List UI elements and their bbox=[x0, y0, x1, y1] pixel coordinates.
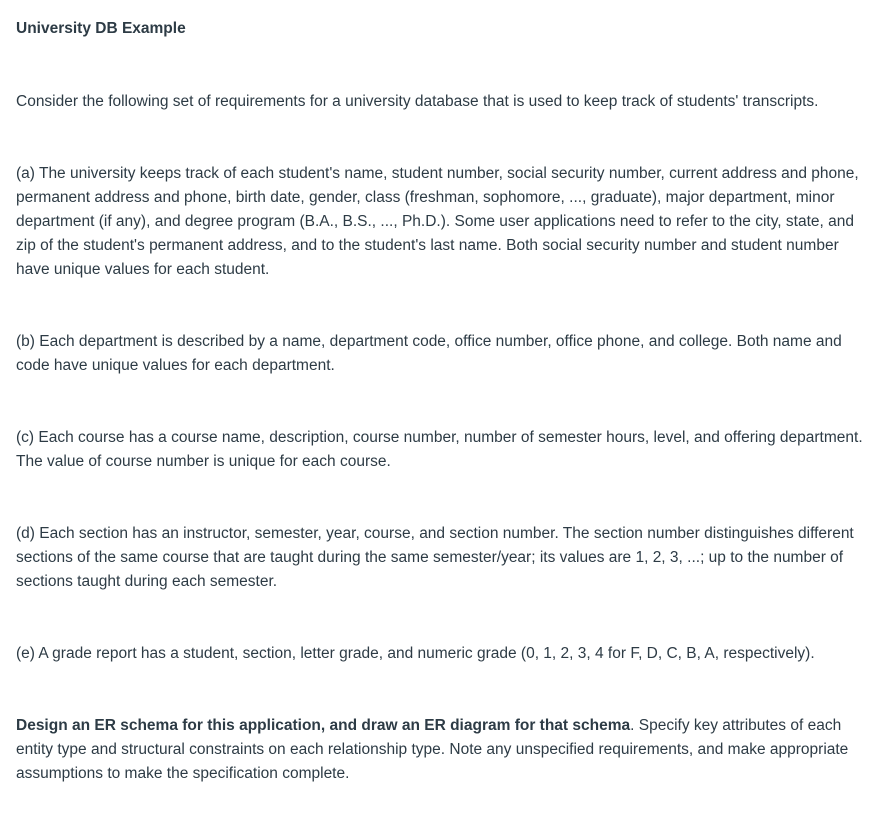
requirement-b: (b) Each department is described by a name, department code, office number, office phone, and college. Both name and code have unique values for each department. bbox=[16, 333, 842, 374]
requirement-a: (a) The university keeps track of each student's name, student number, social security number, current address and phone, permanent address and phone, birth date, gender, class (freshman, sophomore, ..., graduate), major department, minor department (if any), and degree program (B.A., B.S., ..., Ph.D.). Some user applications need to refer to the city, state, and zip of the student's permanent address, and to the student's last name. Both social security number and student number have unique values for each student. bbox=[16, 165, 859, 278]
task-paragraph bbox=[16, 714, 864, 786]
intro-paragraph: Consider the following set of requirements for a university database that is used to keep track of students' transcripts. bbox=[16, 93, 819, 110]
requirement-c: (c) Each course has a course name, description, course number, number of semester hours, level, and offering department. The value of course number is unique for each course. bbox=[16, 429, 863, 470]
task-bold-text: Design an ER schema for this application, and draw an ER diagram for that schema bbox=[16, 717, 631, 734]
requirement-d: (d) Each section has an instructor, semester, year, course, and section number. The section number distinguishes different sections of the same course that are taught during the same semester/year; its values are 1, 2, 3, ...; up to the number of sections taught during each semester. bbox=[16, 525, 854, 590]
task-rest-text: . Specify key attributes of each entity type and structural constraints on each relationship type. Note any unspecified requirements, and make appropriate assumptions to make the specification complete. bbox=[16, 717, 849, 782]
requirement-e: (e) A grade report has a student, section, letter grade, and numeric grade (0, 1, 2, 3, 4 for F, D, C, B, A, respectively). bbox=[16, 645, 815, 662]
page-title: University DB Example bbox=[16, 20, 186, 37]
